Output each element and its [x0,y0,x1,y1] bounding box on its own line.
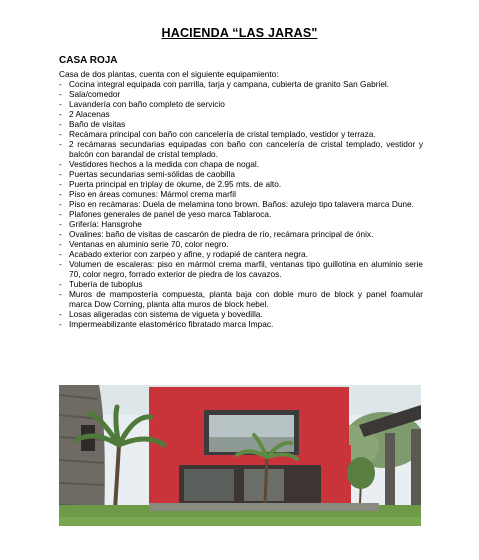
bullet-dash: - [59,249,62,259]
bullet-dash: - [59,99,62,109]
feature-text: Losas aligeradas con sistema de vigueta y bovedilla. [69,309,263,319]
feature-text: Volumen de escaleras: piso en mármol crema marfil, ventanas tipo guillotina en aluminio serie 70, color negro, forrado exterior de piedra de los cavazos. [69,259,423,279]
feature-text: Puertas secundarias semi-sólidas de caobilla [69,169,236,179]
feature-text: Plafones generales de panel de yeso marca Tablaroca. [69,209,272,219]
feature-text: Acabado exterior con zarpeo y afine, y rodapié de cantera negra. [69,249,308,259]
bullet-dash: - [59,79,62,89]
bullet-dash: - [59,179,62,189]
bullet-dash: - [59,319,62,329]
bullet-dash: - [59,229,62,239]
feature-item [59,219,423,229]
bullet-dash: - [59,219,62,229]
feature-text: 2 Alacenas [69,109,110,119]
bullet-dash: - [59,279,62,289]
feature-list [59,79,423,329]
feature-text: Ventanas en aluminio serie 70, color negro. [69,239,229,249]
bullet-dash: - [59,189,62,199]
bullet-dash: - [59,89,62,99]
feature-text: Recámara principal con baño con cancelería de cristal templado, vestidor y terraza. [69,129,376,139]
bullet-dash: - [59,209,62,219]
feature-text: Impermeabilizante elastomérico fibratado marca Impac. [69,319,274,329]
feature-item [59,199,423,209]
bullet-dash: - [59,169,62,179]
feature-item [59,79,423,89]
feature-item [59,169,423,179]
feature-text: Muros de mampostería compuesta, planta baja con doble muro de block y panel foamular marca Dow Corning, planta alta muros de block hebel. [69,289,423,309]
feature-item [59,289,423,309]
section-intro: Casa de dos plantas, cuenta con el siguiente equipamiento: [59,69,279,79]
feature-item [59,139,423,159]
bullet-dash: - [59,139,62,149]
feature-item [59,179,423,189]
feature-item [59,249,423,259]
bullet-dash: - [59,239,62,249]
bullet-dash: - [59,159,62,169]
bullet-dash: - [59,199,62,209]
feature-item [59,109,423,119]
feature-text: Ovalines: baño de visitas de cascarón de piedra de río, recámara principal de ónix. [69,229,374,239]
feature-text: 2 recámaras secundarias equipadas con baño con cancelería de cristal templado, vestidor y balcón con barandal de cristal templado. [69,139,423,159]
bullet-dash: - [59,129,62,139]
feature-text: Grifería: Hansgrohe [69,219,142,229]
bullet-dash: - [59,309,62,319]
feature-text: Baño de visitas [69,119,126,129]
feature-text: Sala/comedor [69,89,121,99]
feature-text: Piso en áreas comunes: Mármol crema marfil [69,189,236,199]
section-heading: CASA ROJA [59,55,118,66]
feature-item [59,319,423,329]
feature-text: Tubería de tuboplus [69,279,143,289]
feature-item [59,189,423,199]
document-title: HACIENDA “LAS JARAS" [161,26,318,40]
feature-text: Puerta principal en triplay de okume, de 2.95 mts. de alto. [69,179,282,189]
feature-text: Vestidores hechos a la medida con chapa de nogal. [69,159,260,169]
feature-text: Piso en recámaras: Duela de melamina tono brown. Baños: azulejo tipo talavera marca Dune. [69,199,414,209]
feature-text: Lavandería con baño completo de servicio [69,99,225,109]
feature-item [59,239,423,249]
bullet-dash: - [59,119,62,129]
feature-item [59,129,423,139]
feature-item [59,209,423,219]
feature-item [59,309,423,319]
feature-item [59,89,423,99]
feature-item [59,229,423,239]
bullet-dash: - [59,289,62,299]
feature-text: Cocina integral equipada con parrilla, tarja y campana, cubierta de granito San Gabriel. [69,79,390,89]
feature-item [59,99,423,109]
feature-item [59,259,423,279]
feature-item [59,279,423,289]
bullet-dash: - [59,259,62,269]
house-photo [59,385,421,526]
feature-item [59,159,423,169]
bullet-dash: - [59,109,62,119]
feature-item [59,119,423,129]
